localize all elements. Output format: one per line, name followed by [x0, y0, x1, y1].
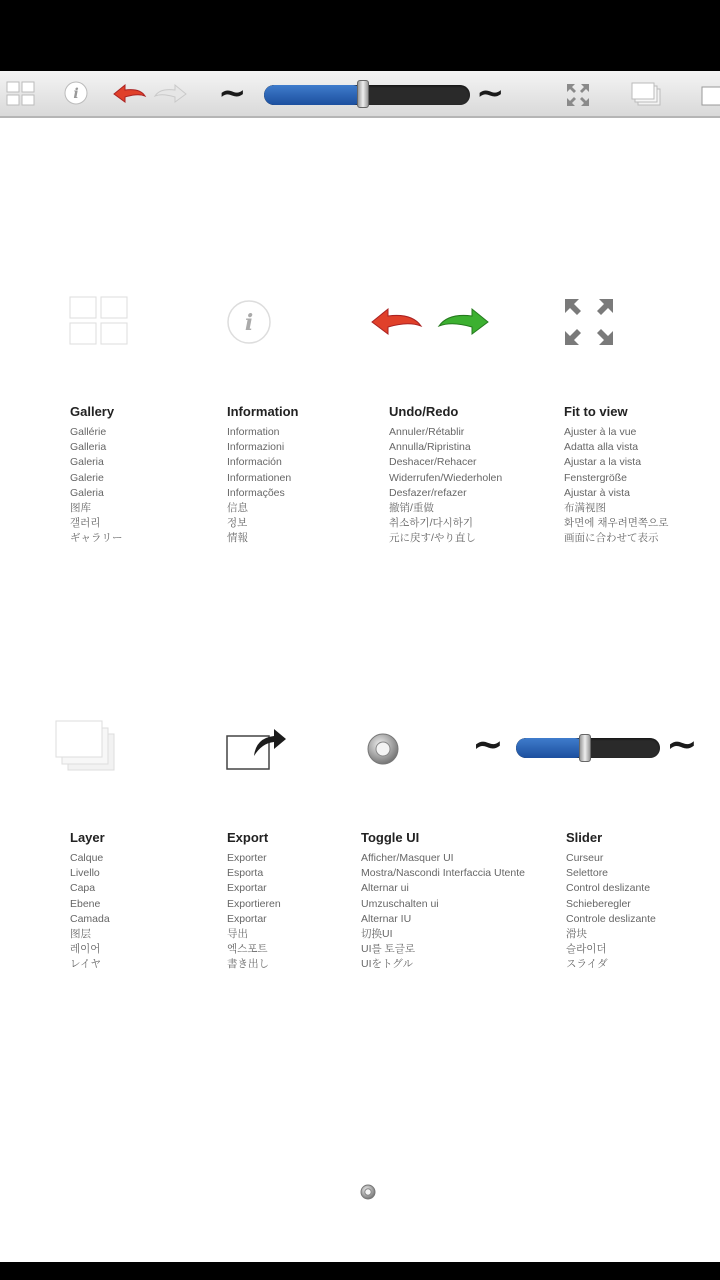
toolbar-slider-fill	[264, 85, 363, 105]
list-item: Information	[227, 426, 280, 438]
list-item: UIをトグル	[361, 958, 413, 971]
demo-slider-thumb	[579, 734, 591, 762]
list-item: Livello	[70, 867, 100, 880]
list-item: Alternar ui	[361, 882, 409, 895]
list-item: Gallérie	[70, 426, 107, 438]
list-item: Widerrufen/Wiederholen	[389, 471, 503, 484]
export-title: Export	[227, 830, 269, 845]
list-item: Galleria	[70, 441, 107, 454]
list-item: Capa	[70, 882, 96, 895]
list-item: 書き出し	[227, 958, 269, 971]
status-bar	[0, 0, 720, 71]
toggle-ui-button[interactable]	[360, 1184, 376, 1200]
gallery-title: Gallery	[70, 404, 115, 419]
information-translations	[227, 425, 291, 547]
list-item: Ebene	[70, 897, 101, 910]
svg-text:i: i	[244, 310, 254, 336]
list-item: 元に戻す/やり直し	[389, 532, 476, 545]
list-item: 导出	[227, 928, 248, 941]
slider-translations	[566, 851, 656, 973]
list-item: レイヤ	[70, 958, 101, 971]
slider-title: Slider	[566, 830, 603, 845]
svg-text:i: i	[73, 86, 79, 102]
fit-to-view-title: Fit to view	[564, 404, 628, 419]
information-title: Information	[227, 404, 299, 419]
list-item: 画面に合わせて表示	[564, 532, 659, 545]
list-item: Ajustar à vista	[564, 486, 630, 499]
info-large-icon	[226, 299, 272, 345]
list-item: Umzuschalten ui	[361, 897, 439, 910]
list-item: Exportar	[227, 912, 267, 925]
redo-icon[interactable]	[152, 82, 188, 106]
list-item: 情報	[227, 532, 248, 545]
demo-slider-max-icon: ~	[666, 722, 698, 766]
list-item: Camada	[70, 912, 110, 925]
slider-max-icon: ~	[476, 73, 505, 113]
list-item: 信息	[227, 502, 248, 515]
list-item: Ajustar a la vista	[564, 456, 642, 469]
list-item: 갤러리	[70, 517, 101, 530]
demo-slider-fill	[516, 738, 585, 758]
list-item: Galeria	[70, 456, 104, 469]
navigation-bar	[0, 1262, 720, 1280]
list-item: 화면에 채우려면쪽으로	[564, 517, 669, 530]
list-item: Adatta alla vista	[564, 441, 639, 454]
toggle-ui-title: Toggle UI	[361, 830, 420, 845]
list-item: Exporter	[227, 852, 267, 864]
list-item: Exportieren	[227, 897, 281, 910]
list-item: Informazioni	[227, 441, 285, 454]
list-item: 切换UI	[361, 928, 393, 941]
list-item: Fenstergröße	[564, 471, 628, 484]
list-item: Afficher/Masquer UI	[361, 852, 454, 864]
list-item: Control deslizante	[566, 882, 651, 895]
info-icon[interactable]	[64, 81, 88, 105]
layer-icon[interactable]	[630, 80, 662, 108]
undo-icon[interactable]	[112, 82, 148, 106]
list-item: Informações	[227, 486, 285, 499]
export-translations	[227, 851, 281, 973]
list-item: 슬라이더	[566, 943, 607, 956]
undo-large-icon	[370, 305, 424, 339]
list-item: Mostra/Nascondi Interfaccia Utente	[361, 867, 525, 880]
list-item: 撤销/重做	[389, 502, 434, 515]
list-item: 布满视图	[564, 502, 606, 515]
layer-title: Layer	[70, 830, 105, 845]
gallery-large-icon	[68, 295, 130, 349]
toggle-ui-translations	[361, 851, 525, 973]
list-item: 图层	[70, 928, 91, 941]
fit-to-view-translations	[564, 425, 668, 547]
export-large-icon	[224, 724, 290, 772]
list-item: Curseur	[566, 852, 604, 864]
export-icon[interactable]	[700, 81, 720, 107]
list-item: Galeria	[70, 486, 104, 499]
list-item: ギャラリー	[70, 532, 123, 545]
list-item: Informationen	[227, 471, 292, 484]
list-item: 정보	[227, 517, 248, 530]
toggle-ui-large-icon	[366, 732, 400, 766]
list-item: 엑스포트	[227, 943, 268, 956]
list-item: Exportar	[227, 882, 267, 895]
list-item: Annuler/Rétablir	[389, 426, 465, 438]
undo-redo-translations	[389, 425, 502, 547]
list-item: スライダ	[566, 958, 608, 971]
list-item: Esporta	[227, 867, 264, 880]
list-item: Información	[227, 456, 282, 469]
fit-to-view-large-icon	[562, 296, 616, 348]
list-item: Alternar IU	[361, 912, 412, 925]
gallery-translations	[70, 425, 123, 547]
list-item: Desfazer/refazer	[389, 486, 467, 499]
list-item: Ajuster à la vue	[564, 426, 637, 438]
redo-large-icon	[436, 305, 490, 339]
list-item: Selettore	[566, 867, 609, 880]
layer-large-icon	[54, 718, 120, 774]
list-item: UI를 토글로	[361, 943, 415, 956]
fit-to-view-icon[interactable]	[564, 81, 592, 109]
slider-min-icon: ~	[218, 73, 247, 113]
undo-redo-title: Undo/Redo	[389, 404, 459, 419]
toolbar-slider-thumb[interactable]	[357, 80, 369, 108]
list-item: Annulla/Ripristina	[389, 441, 471, 454]
list-item: 滑块	[566, 928, 587, 941]
toolbar	[0, 71, 720, 118]
layer-translations	[70, 851, 110, 973]
list-item: 취소하기/다시하기	[389, 517, 474, 530]
list-item: Galerie	[70, 471, 104, 484]
list-item: Schieberegler	[566, 897, 631, 910]
list-item: 레이어	[70, 943, 101, 956]
list-item: Controle deslizante	[566, 912, 656, 925]
list-item: Deshacer/Rehacer	[389, 456, 477, 469]
demo-slider-min-icon: ~	[472, 722, 504, 766]
list-item: Calque	[70, 852, 104, 864]
gallery-icon[interactable]	[6, 81, 36, 107]
list-item: 图库	[70, 502, 91, 515]
